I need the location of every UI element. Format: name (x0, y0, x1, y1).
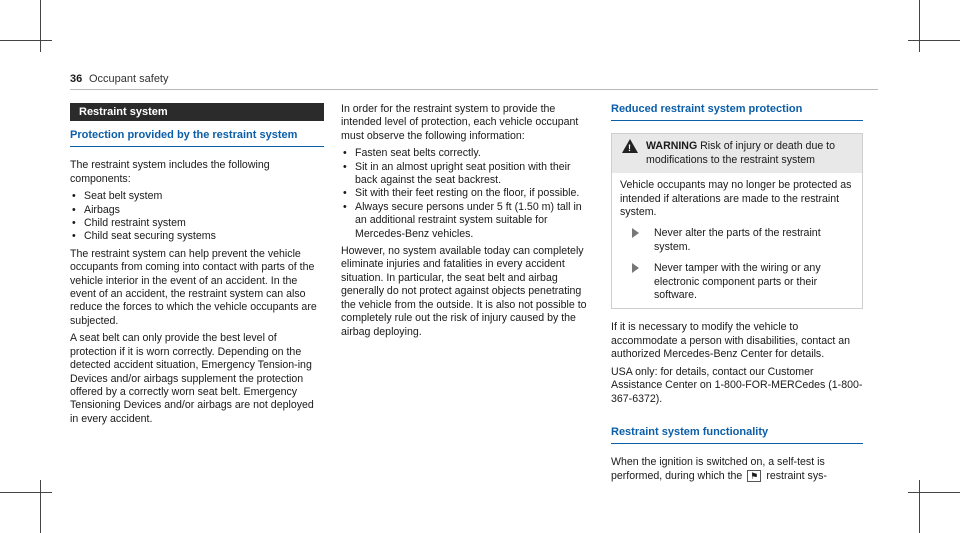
warning-header (612, 134, 862, 173)
warning-step (620, 227, 854, 254)
crop-mark (908, 492, 960, 493)
warning-label: WARNING (646, 140, 698, 153)
warning-triangle-icon: ! (622, 139, 638, 153)
page-number: 36 (70, 73, 83, 85)
warning-paragraph: Vehicle occupants may no longer be protected as intended if alterations are made to the restraint system. (620, 179, 852, 219)
crop-mark (0, 40, 52, 41)
crop-mark (908, 40, 960, 41)
warning-box (611, 133, 863, 309)
paragraph: The restraint system includes the following components: (70, 159, 270, 185)
list-item: • Sit in an almost upright seat position with their back against the seat backrest. (341, 161, 595, 188)
paragraph: A seat belt can only provide the best level of protection if it is worn correctly. Depending on the detected accident situation, Emergency Tension-ing Devices and/or airbags supplement the protection offered by a correctly worn seat belt. Emergency Tensioning Devices and/or airbags are not deployed in every accident. (70, 332, 314, 425)
warning-text: Risk of injury or death due to modifications to the restraint system (646, 140, 836, 166)
column-3 (611, 103, 863, 487)
component-list (70, 190, 324, 244)
arrow-right-icon (632, 228, 639, 238)
warning-step (620, 262, 854, 302)
list-item: • Always secure persons under 5 ft (1.50 m) tall in an additional restraint system suitable for Mercedes-Benz vehicles. (341, 201, 595, 241)
paragraph: In order for the restraint system to provide the intended level of protection, each vehicle occupant must observe the following information: (341, 103, 579, 142)
step-text: Never alter the parts of the restraint system. (654, 227, 821, 253)
paragraph (611, 456, 863, 483)
list-item: • Seat belt system (70, 190, 324, 203)
step-text: Never tamper with the wiring or any electronic component parts or their software. (654, 262, 821, 302)
warning-body (612, 173, 862, 308)
section-heading: Protection provided by the restraint system (70, 129, 324, 147)
list-item: • Child restraint system (70, 217, 324, 230)
section-heading: Restraint system functionality (611, 426, 863, 444)
paragraph-text: restraint sys- (766, 469, 827, 482)
crop-mark (919, 480, 920, 533)
list-item: • Sit with their feet resting on the floor, if possible. (341, 187, 595, 200)
header-rule (70, 89, 878, 90)
list-item: • Fasten seat belts correctly. (341, 147, 595, 160)
crop-mark (919, 0, 920, 52)
crop-mark (40, 480, 41, 533)
info-list (341, 147, 595, 241)
seat-occupant-icon: ⚑ (747, 470, 761, 482)
paragraph: USA only: for details, contact our Customer Assistance Center on 1-800-FOR-MERCedes (1-800-367-6372). (611, 365, 863, 405)
paragraph: However, no system available today can completely eliminate injuries and fatalities in every accident situation. In particular, the seat belt and airbag generally do not protect against objects penetrating the vehicle from the outside. It is also not possible to completely rule out the risk of injury caused by the airbag deploying. (341, 245, 587, 338)
crop-mark (40, 0, 41, 52)
column-2 (341, 103, 595, 343)
arrow-right-icon (632, 263, 639, 273)
section-heading: Reduced restraint system protection (611, 103, 863, 121)
paragraph-text: When the ignition is switched on, a self-test is performed, during which the (611, 456, 825, 482)
list-item: • Airbags (70, 204, 324, 217)
list-item: • Child seat securing systems (70, 230, 324, 243)
paragraph: The restraint system can help prevent the vehicle occupants from coming into contact with parts of the vehicle interior in the event of an accident. In the event of an accident, the restraint system can also reduce the forces to which the vehicle occupants are subjected. (70, 247, 317, 327)
crop-mark (0, 492, 52, 493)
section-bar: Restraint system (70, 103, 324, 121)
paragraph: If it is necessary to modify the vehicle to accommodate a person with disabilities, contact an authorized Mercedes-Benz Center for details. (611, 321, 851, 361)
page-title: Occupant safety (89, 73, 169, 85)
column-1 (70, 103, 324, 430)
